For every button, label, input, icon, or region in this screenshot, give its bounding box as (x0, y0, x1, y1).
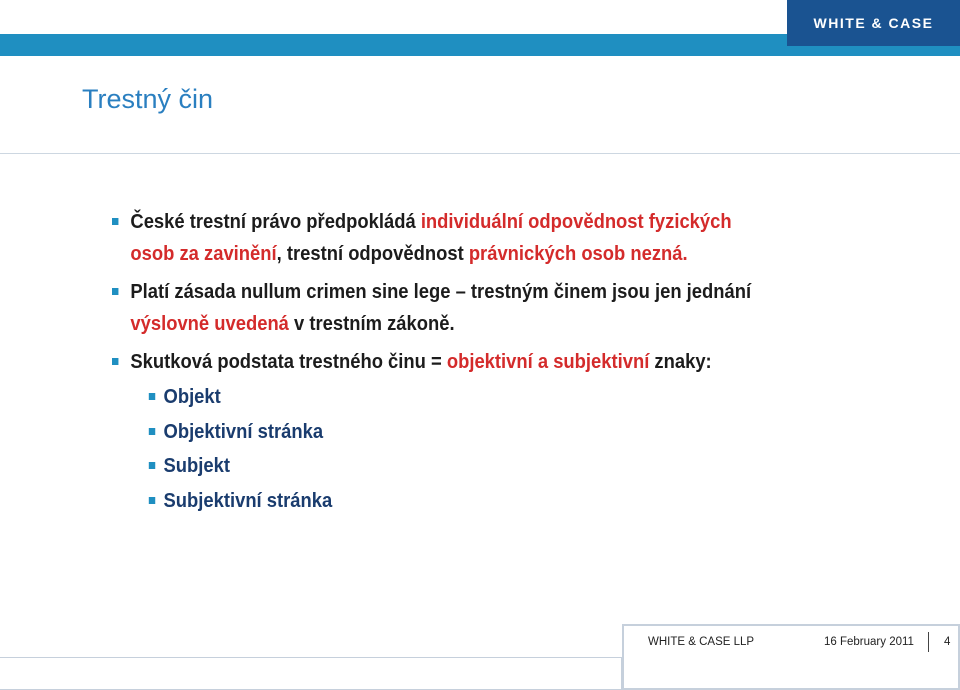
sub-list (112, 380, 902, 518)
white-case-logo (787, 0, 960, 46)
bullet-item: Platí zásada nullum crimen sine lege – trestným činem jsou jen jednání výslovně uvedená v trestním zákoně. (112, 276, 912, 340)
title-divider (0, 153, 960, 154)
sub-list-item: Objekt (112, 380, 839, 415)
slide-content (112, 206, 902, 518)
square-bullet-icon (149, 393, 155, 400)
square-bullet-icon (149, 462, 155, 469)
sub-list-item: Subjekt (112, 449, 839, 484)
slide-title: Trestný čin (82, 84, 214, 114)
square-bullet-icon (149, 428, 155, 435)
footer-left-frame (0, 657, 622, 690)
footer-date: 16 February 2011 (824, 636, 914, 648)
page-number: 4 (944, 636, 951, 648)
footer-company: WHITE & CASE LLP (648, 636, 755, 648)
square-bullet-icon (112, 218, 118, 225)
bullet-item: Skutková podstata trestného činu = objektivní a subjektivní znaky: (112, 346, 912, 378)
logo-text: WHITE & CASE (813, 15, 934, 31)
footer-frame (622, 624, 960, 690)
footer-separator (928, 632, 929, 652)
sub-list-item: Subjektivní stránka (112, 484, 839, 519)
square-bullet-icon (112, 358, 118, 365)
bullet-item: České trestní právo předpokládá individuální odpovědnost fyzických osob za zavinění, trestní odpovědnost právnických osob nezná. (112, 206, 912, 270)
square-bullet-icon (149, 497, 155, 504)
sub-list-item: Objektivní stránka (112, 415, 839, 450)
square-bullet-icon (112, 288, 118, 295)
